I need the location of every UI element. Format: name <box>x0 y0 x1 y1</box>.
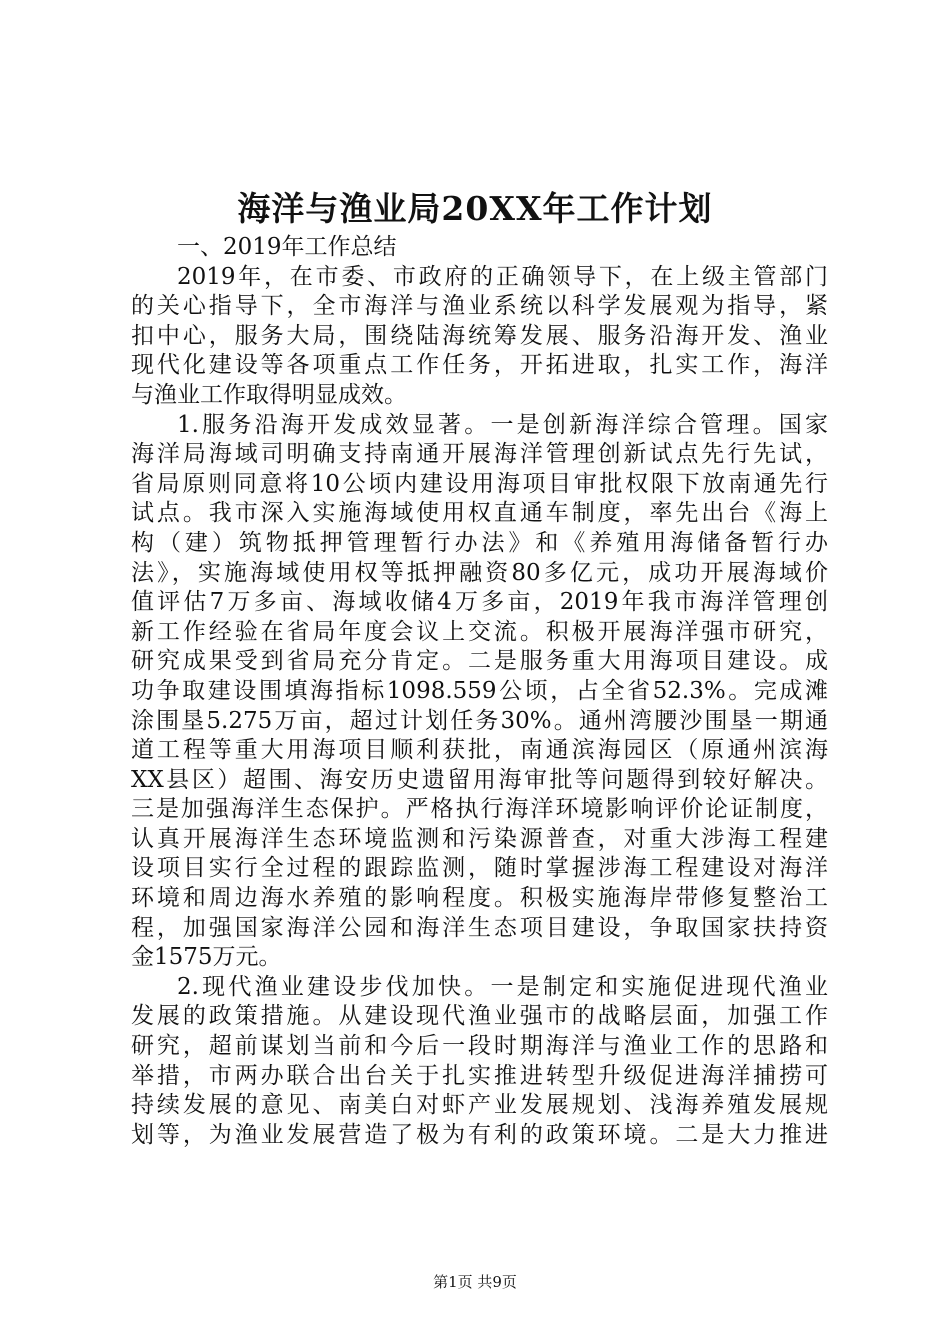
text-line: 金1575万元。 <box>131 944 282 971</box>
text-line: 功争取建设围填海指标1098.559公顷，占全省52.3%。完成滩 <box>131 677 828 704</box>
text-line: 试点。我市深入实施海域使用权直通车制度，率先出台《海上 <box>131 500 828 527</box>
text-line: 海洋局海域司明确支持南通开展海洋管理创新试点先行先试， <box>131 441 828 468</box>
text-line: 与渔业工作取得明显成效。 <box>131 381 407 408</box>
text-line: 一、2019年工作总结 <box>177 234 397 260</box>
text-line: 2019年，在市委、市政府的正确领导下，在上级主管部门 <box>177 263 828 290</box>
text-line: 研究，超前谋划当前和今后一段时期海洋与渔业工作的思路和 <box>131 1033 828 1060</box>
text-line: 三是加强海洋生态保护。严格执行海洋环境影响评价论证制度， <box>131 796 828 823</box>
text-line: 环境和周边海水养殖的影响程度。积极实施海岸带修复整治工 <box>131 885 828 912</box>
text-line: 持续发展的意见、南美白对虾产业发展规划、浅海养殖发展规 <box>131 1092 828 1119</box>
text-line: 值评估7万多亩、海域收储4万多亩，2019年我市海洋管理创 <box>131 589 828 616</box>
text-line: 设项目实行全过程的跟踪监测，随时掌握涉海工程建设对海洋 <box>131 855 828 882</box>
text-line: 新工作经验在省局年度会议上交流。积极开展海洋强市研究， <box>131 618 828 645</box>
text-line: 程，加强国家海洋公园和海洋生态项目建设，争取国家扶持资 <box>131 914 828 941</box>
text-line: 构（建）筑物抵押管理暂行办法》和《养殖用海储备暂行办 <box>131 529 828 556</box>
text-line: 2.现代渔业建设步伐加快。一是制定和实施促进现代渔业 <box>177 973 828 1000</box>
text-line: 道工程等重大用海项目顺利获批，南通滨海园区（原通州滨海 <box>131 737 828 764</box>
text-line: 认真开展海洋生态环境监测和污染源普查，对重大涉海工程建 <box>131 825 828 852</box>
text-line: XX县区）超围、海安历史遗留用海审批等问题得到较好解决。 <box>131 766 828 793</box>
text-line: 省局原则同意将10公顷内建设用海项目审批权限下放南通先行 <box>131 470 828 497</box>
document-body <box>131 233 828 1150</box>
text-line: 研究成果受到省局充分肯定。二是服务重大用海项目建设。成 <box>131 648 828 675</box>
text-line: 1.服务沿海开发成效显著。一是创新海洋综合管理。国家 <box>177 411 828 438</box>
text-line: 法》，实施海域使用权等抵押融资80多亿元，成功开展海域价 <box>131 559 828 586</box>
document-title: 海洋与渔业局20XX年工作计划 <box>237 189 713 228</box>
text-line: 划等，为渔业发展营造了极为有利的政策环境。二是大力推进 <box>131 1121 828 1148</box>
page-footer: 第1页 共9页 <box>433 1273 517 1291</box>
text-line: 发展的政策措施。从建设现代渔业强市的战略层面，加强工作 <box>131 1003 828 1030</box>
text-line: 的关心指导下，全市海洋与渔业系统以科学发展观为指导，紧 <box>131 293 828 320</box>
text-line: 现代化建设等各项重点工作任务，开拓进取，扎实工作，海洋 <box>131 352 828 379</box>
text-line: 扣中心，服务大局，围绕陆海统筹发展、服务沿海开发、渔业 <box>131 322 828 349</box>
text-line: 涂围垦5.275万亩，超过计划任务30%。通州湾腰沙围垦一期通 <box>131 707 828 734</box>
text-line: 举措，市两办联合出台关于扎实推进转型升级促进海洋捕捞可 <box>131 1062 828 1089</box>
